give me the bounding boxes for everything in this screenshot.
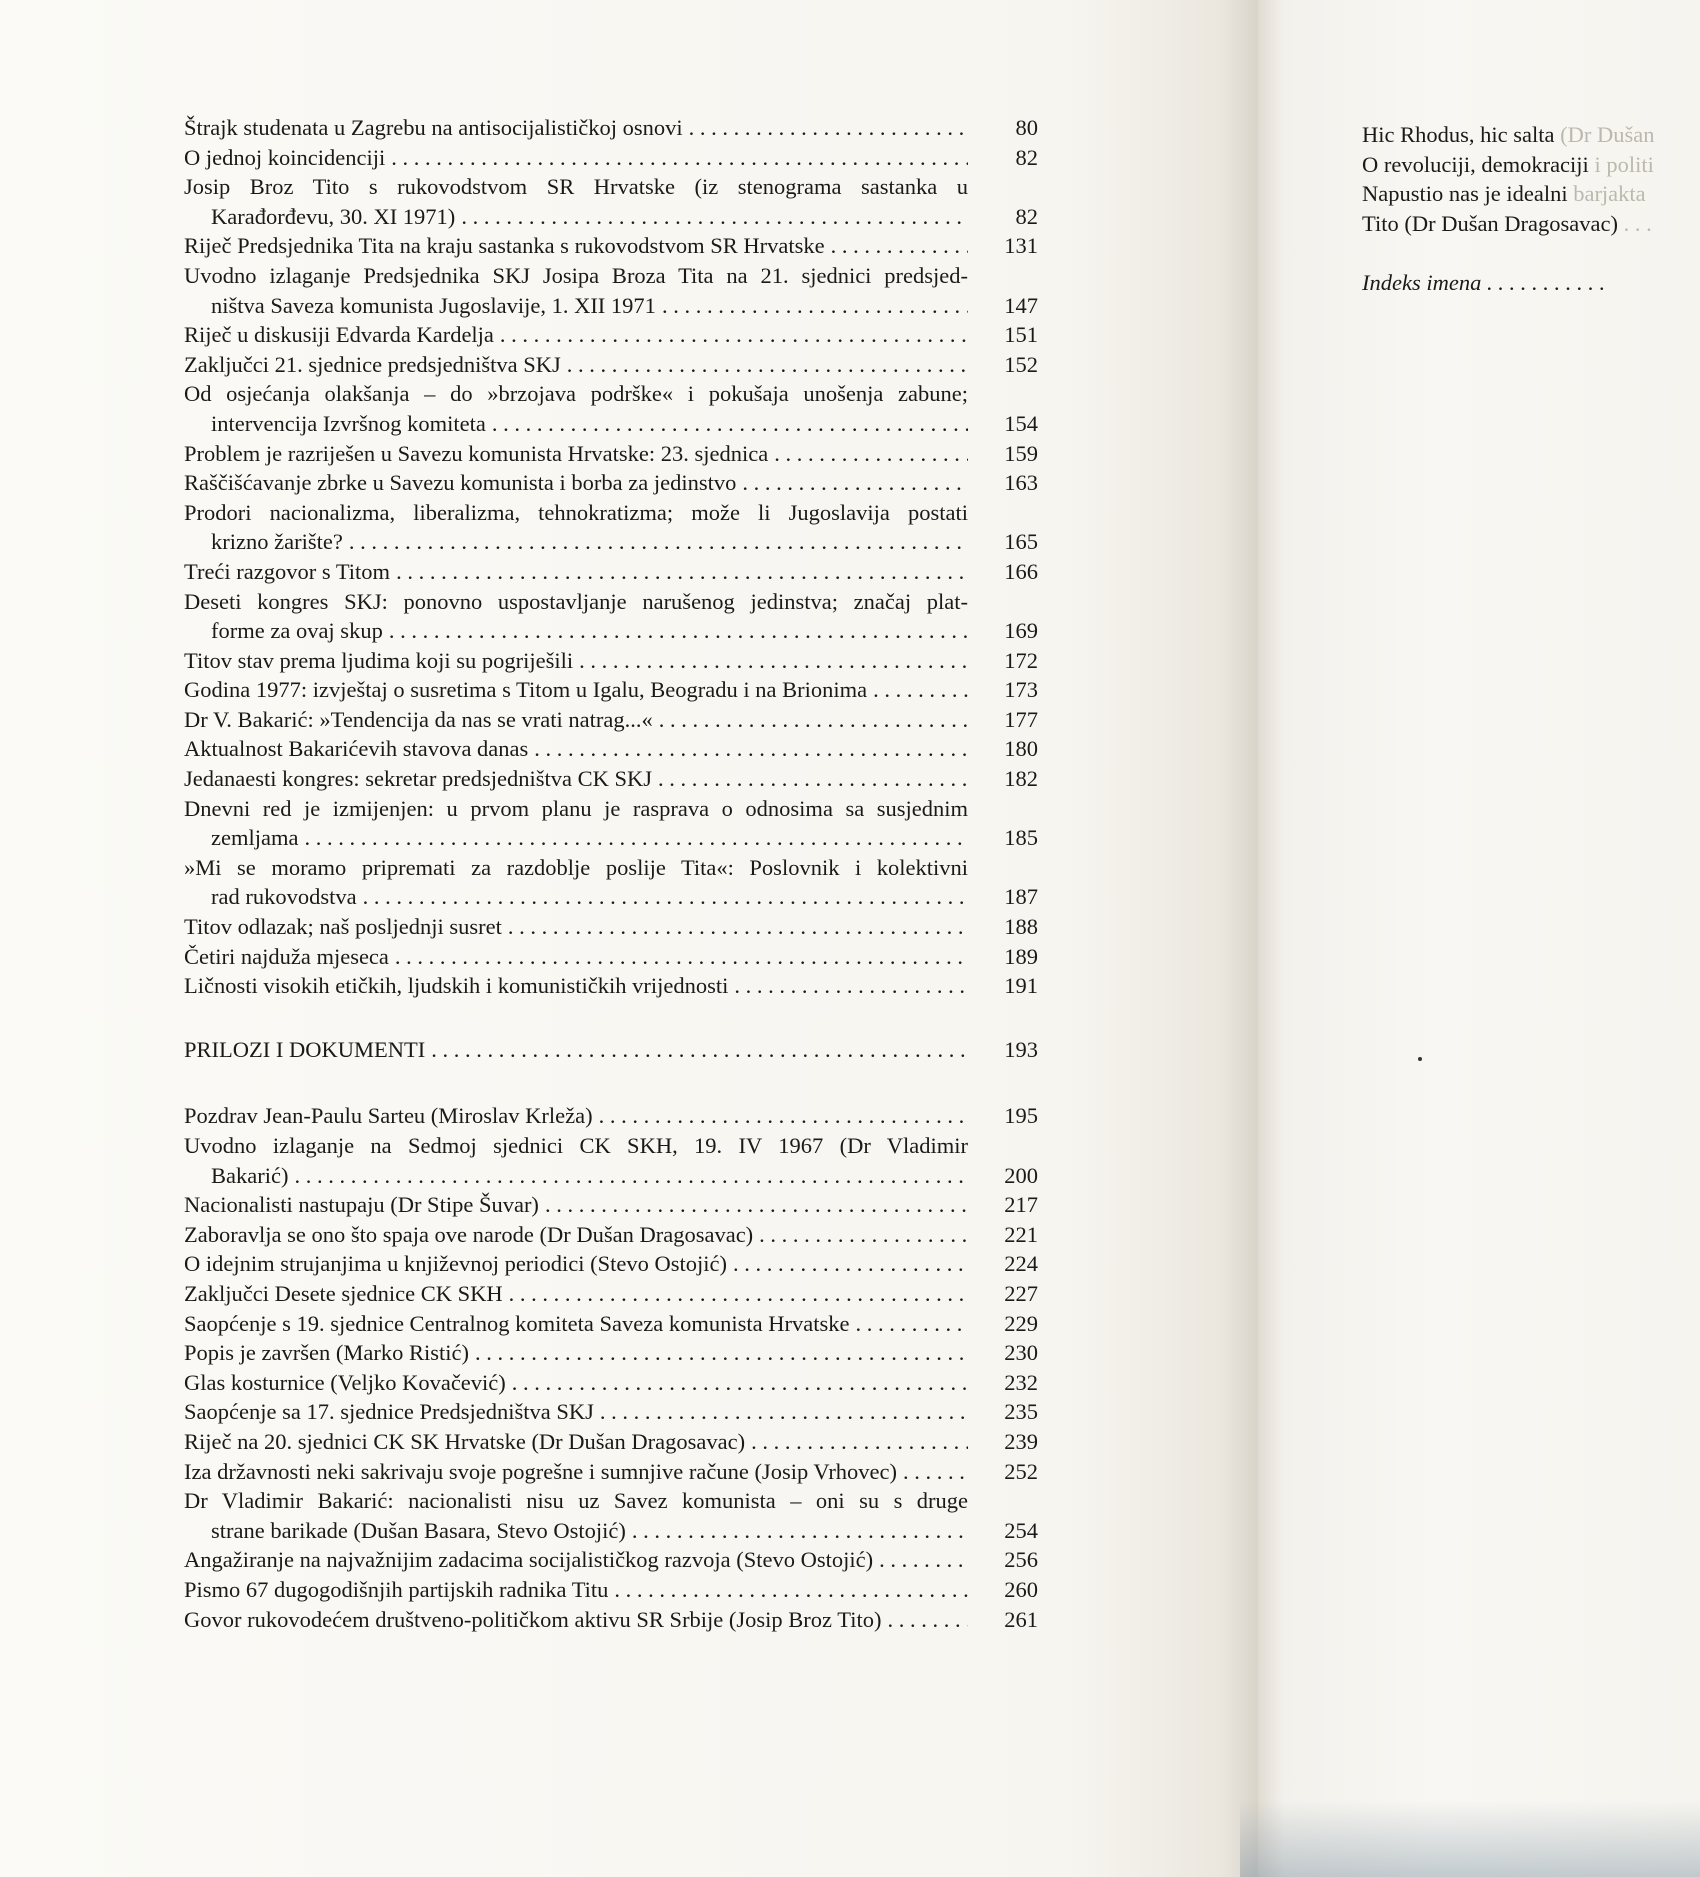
toc-entry-line <box>184 1190 968 1220</box>
toc-entry-line <box>184 557 968 587</box>
right-toc-faded: barjakta <box>1573 181 1646 207</box>
toc-entry-title: Bakarić) <box>211 1162 289 1188</box>
page-number: 163 <box>1004 470 1038 496</box>
toc-entry-line <box>184 1101 968 1131</box>
right-toc-title: Tito (Dr Dušan Dragosavac) <box>1362 210 1618 236</box>
dot-leader <box>390 557 968 587</box>
dot-leader <box>385 143 968 173</box>
page-number: 230 <box>1004 1340 1038 1366</box>
toc-entry-title: Zaboravlja se ono što spaja ove narode (Dr Dušan Dragosavac) <box>184 1221 754 1247</box>
toc-entry-line <box>184 1545 968 1575</box>
toc-entry-title: Raščišćavanje zbrke u Savezu komunista i borba za jedinstvo <box>184 470 737 496</box>
toc-entry <box>184 379 1038 438</box>
toc-entry-line <box>184 350 968 380</box>
toc-entry-line <box>184 1457 968 1487</box>
toc-entry-line <box>184 971 968 1001</box>
toc-entry <box>184 705 1038 735</box>
toc-entry-line <box>184 1605 968 1635</box>
toc-entry-line <box>184 320 968 350</box>
toc-entry <box>184 1368 1038 1398</box>
toc-entry-line <box>184 675 968 705</box>
page-number: 191 <box>1004 973 1038 999</box>
toc-entry <box>184 1190 1038 1220</box>
toc-entry-title: Dr V. Bakarić: »Tendencija da nas se vrati natrag...« <box>184 706 653 732</box>
dot-leader <box>343 527 968 557</box>
toc-entry-line <box>184 1575 968 1605</box>
toc-entry-title: Aktualnost Bakarićevih stavova danas <box>184 736 529 762</box>
page-number: 261 <box>1004 1606 1038 1632</box>
dot-leader <box>593 1101 968 1131</box>
toc-entry-text <box>184 231 968 261</box>
toc-entry-line: Deseti kongres SKJ: ponovno uspostavljanje narušenog jedinstva; značaj plat- <box>184 588 968 614</box>
toc-entry-line <box>184 231 968 261</box>
index-dots: . . . . . . . . . . . <box>1486 270 1606 296</box>
toc-entry-line <box>184 912 968 942</box>
toc-entry-text <box>184 1575 968 1605</box>
toc-entry-line <box>184 1397 968 1427</box>
toc-entry-title: intervencija Izvršnog komiteta <box>211 410 486 436</box>
dot-leader <box>502 912 968 942</box>
toc-entry-title: Riječ u diskusiji Edvarda Kardelja <box>184 322 494 348</box>
toc-entry-line <box>184 291 968 321</box>
toc-entry <box>184 675 1038 705</box>
toc-entry-title: Četiri najduža mjeseca <box>184 943 389 969</box>
toc-entry-text <box>184 912 968 942</box>
toc-entry-text <box>184 1220 968 1250</box>
right-toc-list <box>1362 120 1700 238</box>
toc-entry-title: Ličnosti visokih etičkih, ljudskih i komunističkih vrijednosti <box>184 973 729 999</box>
toc-entry-title: Riječ Predsjednika Tita na kraju sastanka s rukovodstvom SR Hrvatske <box>184 233 825 259</box>
right-page-toc <box>1362 120 1700 298</box>
page-number: 82 <box>1015 144 1038 170</box>
toc-entry <box>184 1131 1038 1190</box>
page-number: 254 <box>1004 1517 1038 1543</box>
dot-leader <box>539 1190 968 1220</box>
toc-entry <box>184 320 1038 350</box>
toc-entry <box>184 1101 1038 1131</box>
dot-leader <box>383 616 968 646</box>
toc-entry-text <box>184 261 968 320</box>
dot-leader <box>768 439 968 469</box>
toc-entry-line: Prodori nacionalizma, liberalizma, tehnokratizma; može li Jugoslavija postati <box>184 499 968 525</box>
right-toc-faded: (Dr Dušan <box>1560 122 1655 147</box>
toc-entry-line <box>184 764 968 794</box>
toc-entry-title: rad rukovodstva <box>211 884 357 910</box>
right-toc-faded: . . . <box>1623 210 1652 236</box>
toc-entry <box>184 143 1038 173</box>
toc-entry-line <box>184 1368 968 1398</box>
dot-leader <box>849 1309 968 1339</box>
toc-entry-title: zemljama <box>211 825 299 851</box>
page-number: 152 <box>1004 351 1038 377</box>
toc-entry-text <box>184 1457 968 1487</box>
toc-entry-line <box>184 1516 968 1546</box>
toc-entry <box>184 734 1038 764</box>
toc-entry-title: Popis je završen (Marko Ristić) <box>184 1340 469 1366</box>
toc-entry-text <box>184 113 968 143</box>
page-number: 166 <box>1004 558 1038 584</box>
toc-entry-text <box>184 705 968 735</box>
dot-leader <box>425 1035 968 1065</box>
toc-entry <box>184 1309 1038 1339</box>
page-number: 224 <box>1004 1251 1038 1277</box>
page-number: 187 <box>1004 884 1038 910</box>
right-toc-faded: i politi <box>1594 151 1654 177</box>
toc-entry-text <box>184 143 968 173</box>
dot-leader <box>389 942 968 972</box>
dot-leader <box>653 705 968 735</box>
page-number: 159 <box>1004 440 1038 466</box>
page-number: 180 <box>1004 736 1038 762</box>
toc-entry-title: Jedanaesti kongres: sekretar predsjedništva CK SKJ <box>184 766 653 792</box>
toc-entry-text <box>184 675 968 705</box>
page-number: 80 <box>1015 115 1038 140</box>
right-toc-line <box>1362 179 1700 209</box>
toc-entry-line <box>184 1249 968 1279</box>
toc-entry-title: krizno žarište? <box>211 529 343 555</box>
dot-leader <box>753 1220 968 1250</box>
toc-entry-line <box>184 202 968 232</box>
toc-entry-line <box>184 646 968 676</box>
dot-leader <box>561 350 968 380</box>
toc-entry-text <box>184 734 968 764</box>
toc-entry <box>184 1279 1038 1309</box>
page-number: 189 <box>1004 943 1038 969</box>
page-number: 147 <box>1004 292 1038 318</box>
toc-entry-line: Uvodno izlaganje Predsjednika SKJ Josipa Broza Tita na 21. sjednici predsjed- <box>184 262 968 288</box>
toc-entry-text <box>184 1486 968 1545</box>
page-number: 185 <box>1004 825 1038 851</box>
toc-entry-text <box>184 764 968 794</box>
toc-entry <box>184 794 1038 853</box>
dot-leader <box>873 1545 968 1575</box>
toc-entry-text <box>184 1279 968 1309</box>
dot-leader <box>652 764 968 794</box>
right-toc-title: Napustio nas je idealni <box>1362 181 1568 207</box>
dot-leader <box>728 971 968 1001</box>
toc-entry-title: Godina 1977: izvještaj o susretima s Titom u Igalu, Beogradu i na Brionima <box>184 677 868 703</box>
toc-entry-title: Štrajk studenata u Zagrebu na antisocijalističkoj osnovi <box>184 115 683 140</box>
toc-entry-title: O idejnim strujanjima u književnoj periodici (Stevo Ostojić) <box>184 1251 728 1277</box>
toc-entry <box>184 1545 1038 1575</box>
toc-entry-line: »Mi se moramo pripremati za razdoblje poslije Tita«: Poslovnik i kolektivni <box>184 854 968 880</box>
page-number: 229 <box>1004 1310 1038 1336</box>
page-number: 151 <box>1004 322 1038 348</box>
right-toc-line <box>1362 120 1700 150</box>
dot-leader <box>736 468 968 498</box>
right-toc-line <box>1362 150 1700 180</box>
page-number: 256 <box>1004 1547 1038 1573</box>
page-number: 131 <box>1004 233 1038 259</box>
page-number: 260 <box>1004 1576 1038 1602</box>
toc-entry-text <box>184 557 968 587</box>
page-number: 165 <box>1004 529 1038 555</box>
toc-entry-line <box>184 439 968 469</box>
toc-entry-text <box>184 646 968 676</box>
toc-entry <box>184 350 1038 380</box>
toc-entry-line <box>184 734 968 764</box>
toc-entry <box>184 1249 1038 1279</box>
dot-leader <box>486 409 968 439</box>
page-number: 235 <box>1004 1399 1038 1425</box>
toc-entry-line <box>184 616 968 646</box>
dot-leader <box>594 1397 968 1427</box>
toc-entry-text <box>184 1545 968 1575</box>
toc-entry-line: Od osjećanja olakšanja – do »brzojava podrške« i pokušaja unošenja zabune; <box>184 381 968 407</box>
toc-entry-line <box>184 942 968 972</box>
toc-entry-text <box>184 379 968 438</box>
dot-leader <box>455 202 968 232</box>
dot-leader <box>573 646 968 676</box>
toc-entry-title: Saopćenje s 19. sjednice Centralnog komiteta Saveza komunista Hrvatske <box>184 1310 850 1336</box>
dot-leader <box>683 113 968 143</box>
page-number: 252 <box>1004 1458 1038 1484</box>
page-number: 221 <box>1004 1221 1038 1247</box>
toc-entry-line <box>184 1338 968 1368</box>
toc-entry-text <box>184 1605 968 1635</box>
page-number: 154 <box>1004 410 1038 436</box>
toc-entry-title: strane barikade (Dušan Basara, Stevo Ostojić) <box>211 1517 626 1543</box>
toc-entry-line <box>184 823 968 853</box>
page-number: 195 <box>1004 1103 1038 1129</box>
toc-entry <box>184 1457 1038 1487</box>
toc-entry-line <box>184 143 968 173</box>
toc-entry-title: Glas kosturnice (Veljko Kovačević) <box>184 1369 506 1395</box>
toc-entry-line <box>184 705 968 735</box>
dot-leader <box>494 320 968 350</box>
dot-leader <box>626 1516 968 1546</box>
toc-entry-text <box>184 350 968 380</box>
toc-entry-text <box>184 1368 968 1398</box>
page-number: 232 <box>1004 1369 1038 1395</box>
page-number: 82 <box>1015 203 1038 229</box>
toc-entry-line <box>184 882 968 912</box>
toc-entry <box>184 261 1038 320</box>
toc-entry <box>184 971 1038 1001</box>
toc-entry <box>184 1486 1038 1545</box>
dot-leader <box>506 1368 968 1398</box>
toc-entry <box>184 1427 1038 1457</box>
toc-entry-title: Nacionalisti nastupaju (Dr Stipe Šuvar) <box>184 1192 539 1218</box>
toc-entry-text <box>184 1101 968 1131</box>
toc-entry <box>184 764 1038 794</box>
toc-entry-title: O jednoj koincidenciji <box>184 144 386 170</box>
toc-entry <box>184 1397 1038 1427</box>
toc-entry-line <box>184 409 968 439</box>
toc-entry <box>184 498 1038 557</box>
toc-list-main <box>184 113 1038 1001</box>
toc-entry <box>184 1338 1038 1368</box>
toc-entry <box>184 853 1038 912</box>
toc-list-appendix <box>184 1101 1038 1634</box>
dot-leader <box>881 1605 968 1635</box>
toc-section-heading <box>184 1035 1038 1065</box>
toc-entry-text <box>184 942 968 972</box>
toc-entry-text <box>184 794 968 853</box>
toc-entry-title: Pismo 67 dugogodišnjih partijskih radnika Titu <box>184 1576 609 1602</box>
page-number: 239 <box>1004 1428 1038 1454</box>
dot-leader <box>825 231 968 261</box>
toc-entry-text <box>184 1397 968 1427</box>
toc-entry-text <box>184 468 968 498</box>
dot-leader <box>608 1575 968 1605</box>
page-number: 177 <box>1004 706 1038 732</box>
toc-entry-title: Pozdrav Jean-Paulu Sarteu (Miroslav Krleža) <box>184 1103 593 1129</box>
page-number: 217 <box>1004 1192 1038 1218</box>
toc-entry-line <box>184 1427 968 1457</box>
dot-leader <box>897 1457 968 1487</box>
toc-entry-text <box>184 1249 968 1279</box>
page-number: 173 <box>1004 677 1038 703</box>
toc-entry-text <box>184 587 968 646</box>
page-number: 188 <box>1004 914 1038 940</box>
toc-entry-line: Dr Vladimir Bakarić: nacionalisti nisu uz Savez komunista – oni su s druge <box>184 1488 968 1514</box>
toc-entry <box>184 1575 1038 1605</box>
toc-entry-title: Titov odlazak; naš posljednji susret <box>184 914 502 940</box>
page-number: 182 <box>1004 766 1038 792</box>
toc-entry-text <box>184 1309 968 1339</box>
toc-entry-text <box>184 320 968 350</box>
toc-entry-title: forme za ovaj skup <box>211 618 383 644</box>
toc-entry-title: Angažiranje na najvažnijim zadacima socijalističkog razvoja (Stevo Ostojić) <box>184 1547 874 1573</box>
toc-entry-title: Zaključci 21. sjednice predsjedništva SKJ <box>184 351 561 377</box>
toc-entry-text <box>184 971 968 1001</box>
toc-entry-title: Titov stav prema ljudima koji su pogriješili <box>184 647 574 673</box>
dot-leader <box>288 1161 968 1191</box>
toc-entry-text <box>184 172 968 231</box>
toc-entry <box>184 1605 1038 1635</box>
toc-entry-line: Uvodno izlaganje na Sedmoj sjednici CK SKH, 19. IV 1967 (Dr Vladimir <box>184 1133 968 1158</box>
index-line <box>1362 268 1700 298</box>
index-title: Indeks imena <box>1362 270 1482 296</box>
toc-entry-title: Iza državnosti neki sakrivaju svoje pogrešne i sumnjive račune (Josip Vrhovec) <box>184 1458 898 1484</box>
toc-entry-text <box>184 1190 968 1220</box>
toc-entry <box>184 646 1038 676</box>
dot-leader <box>357 882 968 912</box>
page-number: 200 <box>1004 1162 1038 1188</box>
toc-entry-title: Problem je razriješen u Savezu komunista Hrvatske: 23. sjednica <box>184 440 769 466</box>
section-title: PRILOZI I DOKUMENTI <box>184 1036 426 1062</box>
toc-entry-title: Treći razgovor s Titom <box>184 558 391 584</box>
toc-entry-text <box>184 439 968 469</box>
toc-entry <box>184 468 1038 498</box>
dot-leader <box>867 675 968 705</box>
toc-entry-text <box>184 498 968 557</box>
table-of-contents <box>184 113 1038 1634</box>
page-number: 227 <box>1004 1280 1038 1306</box>
toc-entry <box>184 587 1038 646</box>
toc-entry-line <box>184 1309 968 1339</box>
toc-entry-title: ništva Saveza komunista Jugoslavije, 1. XII 1971 <box>211 292 656 318</box>
toc-entry-title: Karađorđevu, 30. XI 1971) <box>211 203 456 229</box>
toc-entry-title: Riječ na 20. sjednici CK SK Hrvatske (Dr Dušan Dragosavac) <box>184 1428 746 1454</box>
right-toc-title: Hic Rhodus, hic salta <box>1362 122 1555 147</box>
dot-leader <box>528 734 968 764</box>
page-number: 169 <box>1004 618 1038 644</box>
toc-entry-title: Zaključci Desete sjednice CK SKH <box>184 1280 503 1306</box>
toc-entry-line <box>184 1279 968 1309</box>
paper-speck <box>1418 1057 1422 1061</box>
dot-leader <box>298 823 968 853</box>
toc-entry-line <box>184 527 968 557</box>
toc-entry-line <box>184 1161 968 1191</box>
toc-entry-line <box>184 468 968 498</box>
right-toc-title: O revoluciji, demokraciji <box>1362 151 1589 177</box>
toc-entry <box>184 172 1038 231</box>
right-toc-line <box>1362 209 1700 239</box>
page-number: 172 <box>1004 647 1038 673</box>
toc-entry-text <box>184 1427 968 1457</box>
toc-entry <box>184 557 1038 587</box>
toc-entry-text <box>184 1131 968 1190</box>
toc-entry <box>184 113 1038 143</box>
toc-entry-text <box>184 1338 968 1368</box>
toc-entry <box>184 942 1038 972</box>
toc-entry <box>184 231 1038 261</box>
dot-leader <box>727 1249 968 1279</box>
toc-entry-title: Govor rukovodećem društveno-političkom aktivu SR Srbije (Josip Broz Tito) <box>184 1606 882 1632</box>
toc-entry <box>184 439 1038 469</box>
dot-leader <box>745 1427 968 1457</box>
dot-leader <box>656 291 968 321</box>
toc-entry-text <box>184 853 968 912</box>
book-edge-shadow <box>1240 1800 1700 1877</box>
dot-leader <box>469 1338 968 1368</box>
toc-entry <box>184 1220 1038 1250</box>
toc-entry-line <box>184 1220 968 1250</box>
toc-entry-title: Saopćenje sa 17. sjednice Predsjedništva SKJ <box>184 1399 594 1425</box>
toc-entry-line <box>184 113 968 143</box>
toc-entry <box>184 912 1038 942</box>
toc-entry-line: Josip Broz Tito s rukovodstvom SR Hrvatske (iz stenograma sastanka u <box>184 174 968 200</box>
toc-entry-line: Dnevni red je izmijenjen: u prvom planu je rasprava o odnosima sa susjednim <box>184 795 968 821</box>
page-number: 193 <box>1004 1036 1038 1062</box>
dot-leader <box>503 1279 968 1309</box>
